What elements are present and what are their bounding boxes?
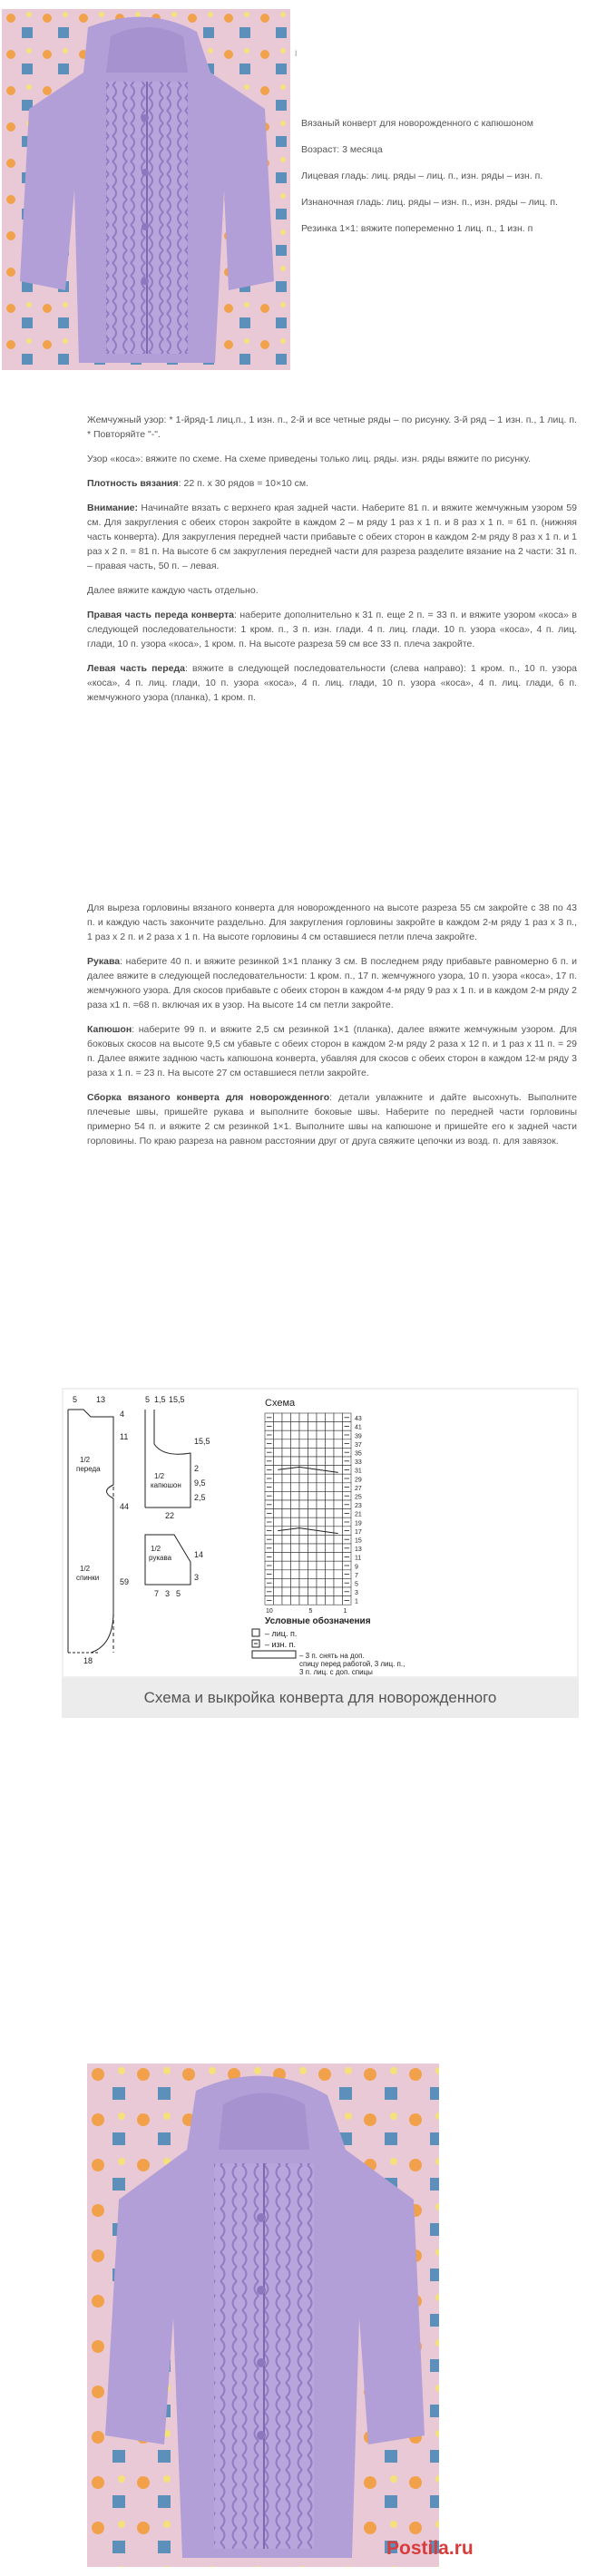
sleeves-label: Рукава <box>87 956 121 967</box>
chart-cell <box>308 1430 318 1439</box>
chart-cell <box>291 1587 300 1596</box>
chart-cell <box>282 1561 291 1570</box>
chart-cell <box>326 1439 335 1449</box>
chart-cell <box>274 1430 283 1439</box>
dim-59: 59 <box>120 1577 130 1586</box>
chart-cell <box>334 1413 343 1422</box>
chart-cell <box>317 1491 326 1500</box>
chart-cell <box>326 1474 335 1483</box>
chart-cell <box>291 1466 300 1475</box>
product-photo-bottom <box>87 2064 439 2567</box>
back-label-word: спинки <box>76 1574 100 1582</box>
chart-cell <box>334 1439 343 1449</box>
chart-cell <box>274 1483 283 1492</box>
chart-cell <box>334 1491 343 1500</box>
chart-cell <box>282 1474 291 1483</box>
chart-cell <box>274 1457 283 1466</box>
chart-cell <box>282 1422 291 1431</box>
chart-row-number: 27 <box>355 1485 362 1492</box>
chart-cell <box>299 1474 308 1483</box>
chart-cell <box>308 1448 318 1457</box>
chart-cell <box>299 1527 308 1536</box>
chart-cell <box>317 1570 326 1579</box>
chart-cell <box>282 1578 291 1587</box>
dim-44: 44 <box>120 1502 130 1511</box>
braid-pattern <box>87 452 577 466</box>
legend-knit-swatch <box>252 1629 259 1636</box>
chart-cell <box>274 1474 283 1483</box>
hood-dim-5: 5 <box>145 1395 151 1404</box>
chart-cell <box>299 1483 308 1492</box>
sleeves <box>87 954 577 1012</box>
chart-cell <box>317 1509 326 1518</box>
chart-cell <box>291 1544 300 1553</box>
chart-row-number: 1 <box>355 1598 358 1605</box>
schema-drawing <box>64 1390 577 1676</box>
chart-cell <box>291 1578 300 1587</box>
hood-dim-22: 22 <box>165 1511 175 1520</box>
chart-cell <box>282 1527 291 1536</box>
chart-cell <box>291 1500 300 1509</box>
neckline: Для выреза горловины вязаного конверта для новорожденного на высоте разреза 55 см закройте с 38 по 43 п. и каждую часть закончите раздельно. Для закругления горловины закройте в каждом 2-м ряду 1 раз х 3 п., 1 раз х 2 п. и 2 раза х 1 п. На высоте горловины 4 см оставшиеся петли плеча закройте. <box>87 903 577 942</box>
front-label-fraction: 1/2 <box>80 1456 91 1464</box>
hood-dim-2-5: 2,5 <box>194 1493 206 1502</box>
chart-cell <box>334 1483 343 1492</box>
chart-cell <box>317 1596 326 1605</box>
chart-cell <box>299 1561 308 1570</box>
image-corner-mark: ǀ <box>295 49 298 58</box>
legend-knit: – лиц. п. <box>265 1629 298 1638</box>
chart-cell <box>274 1413 283 1422</box>
chart-row-number: 15 <box>355 1537 362 1545</box>
chart-cell <box>274 1448 283 1457</box>
chart-cell <box>299 1587 308 1596</box>
chart-row-number: 31 <box>355 1468 362 1475</box>
chart-cell <box>299 1509 308 1518</box>
front-label-word: переда <box>76 1465 101 1473</box>
pearl-pattern: Жемчужный узор: * 1-йряд-1 лиц.п., 1 изн. п., 2-й и все четные ряды – по рисунку. 3-й ряд – 1 изн. п., 1 лиц. п. * Повторяйте "-". <box>87 415 577 440</box>
chart-cell <box>291 1457 300 1466</box>
back-label-fraction: 1/2 <box>80 1565 91 1573</box>
chart-cell <box>326 1561 335 1570</box>
chart-cell <box>326 1457 335 1466</box>
chart-cell <box>282 1509 291 1518</box>
chart-cell <box>326 1500 335 1509</box>
chart-cell <box>282 1466 291 1475</box>
instructions-part-1 <box>87 413 577 715</box>
chart-row-number: 35 <box>355 1450 362 1458</box>
chart-cell <box>299 1535 308 1544</box>
intro-facial-stitch: Лицевая гладь: лиц. ряды – лиц. п., изн. ряды – изн. п. <box>301 171 543 181</box>
chart-cell <box>299 1517 308 1527</box>
chart-row-number: 5 <box>355 1581 358 1588</box>
chart-cell <box>274 1553 283 1562</box>
braid-text: : вяжите по схеме. На схеме приведены только лиц. ряды. изн. ряды вяжите по рисунку. <box>140 454 531 464</box>
chart-row-number: 7 <box>355 1572 358 1579</box>
chart-cell <box>334 1587 343 1596</box>
hood-dim-15-5-vertical: 15,5 <box>194 1437 210 1446</box>
chart-cell <box>274 1570 283 1579</box>
intro-purl-stitch: Изнаночная гладь: лиц. ряды – изн. п., изн. ряды – лиц. п. <box>301 197 558 208</box>
legend-cable-swatch <box>252 1651 296 1658</box>
chart-row-number: 33 <box>355 1459 362 1467</box>
schema-title: Схема <box>265 1398 296 1409</box>
chart-cell <box>308 1457 318 1466</box>
chart-cell <box>274 1587 283 1596</box>
chart-cell <box>326 1570 335 1579</box>
chart-cell <box>308 1509 318 1518</box>
chart-cell <box>299 1466 308 1475</box>
legend-cable-line-2: спицу перед работой, 3 лиц. п., <box>299 1660 405 1668</box>
intro-title: Вязаный конверт для новорожденного с капюшоном <box>301 118 533 129</box>
hood-label-word: капюшон <box>151 1481 181 1489</box>
chart-cell <box>326 1587 335 1596</box>
chart-cell <box>308 1596 318 1605</box>
chart-cell <box>317 1500 326 1509</box>
dim-11: 11 <box>120 1432 129 1441</box>
chart-cell <box>308 1500 318 1509</box>
dim-18: 18 <box>83 1656 93 1665</box>
hood-dim-2: 2 <box>194 1464 200 1473</box>
chart-cell <box>326 1413 335 1422</box>
chart-cell <box>282 1500 291 1509</box>
chart-cell <box>326 1553 335 1562</box>
chart-cell <box>299 1544 308 1553</box>
separately: Далее вяжите каждую часть отдельно. <box>87 585 259 596</box>
chart-row-number: 17 <box>355 1528 362 1536</box>
chart-cell <box>308 1578 318 1587</box>
hood-dim-1-5: 1,5 <box>154 1395 166 1404</box>
chart-cell <box>308 1474 318 1483</box>
chart-cell <box>291 1596 300 1605</box>
chart-cell <box>299 1439 308 1449</box>
chart-cell <box>291 1570 300 1579</box>
instructions-part-2 <box>87 901 577 1158</box>
chart-cell <box>326 1466 335 1475</box>
chart-cell <box>299 1596 308 1605</box>
chart-cell <box>334 1500 343 1509</box>
hood-label-fraction: 1/2 <box>154 1472 165 1480</box>
chart-cell <box>299 1457 308 1466</box>
chart-cell <box>274 1544 283 1553</box>
chart-cell <box>334 1578 343 1587</box>
legend-title: Условные обозначения <box>265 1616 371 1626</box>
chart-cell <box>334 1544 343 1553</box>
chart-row-number: 9 <box>355 1564 358 1571</box>
chart-cell <box>299 1448 308 1457</box>
chart-cell <box>291 1483 300 1492</box>
chart-cell <box>299 1491 308 1500</box>
right-front-text: : наберите дополнительно к 31 п. еще 2 п. = 33 п. и вяжите узором «коса» в следующей последовательности: 1 кром. п., 3 п. изн. глади. 4 п. лиц. глади. 10 п. узора «коса», 4 п. лиц. глади, 10 п. узора «коса», 1 кром. п. На высоте разреза 59 см все 33 п. плеча закройте. <box>87 610 578 649</box>
assembly <box>87 1090 577 1148</box>
sleeve-dim-5: 5 <box>176 1589 181 1598</box>
hood <box>87 1022 577 1080</box>
chart-cell <box>334 1430 343 1439</box>
chart-row-number: 23 <box>355 1503 362 1510</box>
chart-cell <box>326 1422 335 1431</box>
intro-rib: Резинка 1×1: вяжите попеременно 1 лиц. п., 1 изн. п <box>301 223 533 234</box>
chart-cell <box>334 1422 343 1431</box>
pattern-schema-figure <box>62 1388 579 1718</box>
chart-cell <box>308 1570 318 1579</box>
chart-cell <box>308 1466 318 1475</box>
sleeves-text: : наберите 40 п. и вяжите резинкой 1×1 планку 3 см. В последнем ряду прибавьте равномерно 6 п. и далее вяжите в следующей последовательности: 1 кром. п., 17 п. жемчужного узора, 10 п. узора «коса», 17 п. жемчужного узора. Для скосов прибавьте с обеих сторон в каждом 4-м ряду 9 раз х 1 п. и в каждом 2-м ряду 2 раза х1 п. =68 п. включая их в узор. На высоте 14 см петли закройте. <box>87 956 577 1010</box>
chart-cell <box>282 1439 291 1449</box>
chart-cell <box>308 1527 318 1536</box>
chart-cell <box>317 1553 326 1562</box>
chart-cell <box>282 1570 291 1579</box>
chart-cell <box>326 1483 335 1492</box>
chart-cell <box>274 1491 283 1500</box>
chart-row-number: 3 <box>355 1590 358 1597</box>
chart-row-number: 21 <box>355 1511 362 1518</box>
assembly-label: Сборка вязаного конверта для новорожденного <box>87 1092 330 1103</box>
chart-cell <box>274 1578 283 1587</box>
schema-paper <box>64 1390 577 1676</box>
chart-cell <box>308 1422 318 1431</box>
chart-cell <box>291 1517 300 1527</box>
sleeve-dim-7: 7 <box>154 1589 160 1598</box>
hood-label: Капюшон <box>87 1024 132 1035</box>
chart-cell <box>317 1587 326 1596</box>
chart-cell <box>308 1491 318 1500</box>
chart-cell <box>334 1570 343 1579</box>
attention <box>87 501 577 573</box>
chart-cell <box>326 1596 335 1605</box>
chart-cell <box>308 1413 318 1422</box>
chart-cell <box>291 1509 300 1518</box>
chart-cell <box>274 1517 283 1527</box>
attention-text: Начинайте вязать с верхнего края задней части. Наберите 81 п. и вяжите жемчужным узором 59 см. Для закругления с обеих сторон закройте в каждом 2 – м ряду 1 раз х 1 п. и 8 раз х 1 п. = 61 п. (нижняя часть конверта). Для закругления передней части прибавьте с обеих сторон в каждом 2-м ряду 8 раз х 1 п. и 1 раз х 2 п. = 81 п. На высоте 6 см закругления передней части для разреза разделите вязание на 2 части: 31 п. – правая часть, 50 п. – левая. <box>87 503 577 571</box>
hood-text: : наберите 99 п. и вяжите 2,5 см резинкой 1×1 (планка), далее вяжите жемчужным узором. Для боковых скосов на высоте 9,5 см убавьте с обеих сторон в каждом 2-м ряду 2 раза х 12 п. и 1 раз х 11 п. = 29 п. Далее вяжите заднюю часть капюшона конверта, убавляя для скосов с обеих сторон в каждом 12-м ряду 3 раза х 1 п. = 23 п. На высоте 27 см оставшиеся петли закройте. <box>87 1024 577 1078</box>
chart-cell <box>282 1413 291 1422</box>
chart-cell <box>299 1570 308 1579</box>
chart-cell <box>291 1413 300 1422</box>
chart-cell <box>334 1553 343 1562</box>
chart-cell <box>299 1422 308 1431</box>
left-front <box>87 661 577 705</box>
chart-cell <box>282 1544 291 1553</box>
chart-cell <box>282 1553 291 1562</box>
chart-cell <box>334 1474 343 1483</box>
assembly-text: : детали увлажните и дайте высохнуть. Выполните плечевые швы, пришейте рукава и выполните боковые швы. Наберите по передней части горловины примерно 54 п. и вяжите 2 см резинкой 1×1. Выполните швы на капюшоне и пришейте его к задней части горловины. По краю разреза на равном расстоянии друг от друга свяжите цепочки из возд. п. для завязок. <box>87 1092 577 1147</box>
chart-column-number: 5 <box>308 1608 313 1615</box>
chart-cell <box>291 1491 300 1500</box>
sleeve-label-word: рукава <box>149 1554 172 1562</box>
chart-cell <box>308 1517 318 1527</box>
chart-cell <box>291 1448 300 1457</box>
chart-cell <box>282 1457 291 1466</box>
chart-cell <box>299 1578 308 1587</box>
chart-cell <box>317 1578 326 1587</box>
dim-top-13: 13 <box>96 1395 106 1404</box>
chart-cell <box>326 1544 335 1553</box>
chart-cell <box>291 1439 300 1449</box>
chart-cell <box>274 1439 283 1449</box>
legend-cable-line-1: – 3 п. снять на доп. <box>299 1652 365 1660</box>
chart-cell <box>326 1535 335 1544</box>
chart-row-number: 19 <box>355 1520 362 1527</box>
chart-row-number: 11 <box>355 1555 362 1562</box>
chart-cell <box>274 1422 283 1431</box>
chart-cell <box>299 1413 308 1422</box>
chart-cell <box>317 1535 326 1544</box>
dim-4: 4 <box>120 1410 125 1419</box>
chart-cell <box>334 1466 343 1475</box>
site-watermark: Postila.ru <box>386 2538 474 2559</box>
dim-top-5: 5 <box>73 1395 78 1404</box>
chart-cell <box>291 1430 300 1439</box>
chart-cell <box>282 1448 291 1457</box>
chart-cell <box>291 1474 300 1483</box>
chart-cell <box>334 1457 343 1466</box>
legend-cable-line-3: 3 п. лиц. с доп. спицы <box>299 1668 373 1676</box>
chart-cell <box>274 1561 283 1570</box>
chart-cell <box>326 1491 335 1500</box>
chart-cell <box>334 1448 343 1457</box>
chart-row-number: 39 <box>355 1433 362 1440</box>
chart-cell <box>317 1483 326 1492</box>
chart-row-number: 43 <box>355 1416 362 1423</box>
chart-cell <box>326 1448 335 1457</box>
intro-age: Возраст: 3 месяца <box>301 144 383 155</box>
chart-cell <box>334 1561 343 1570</box>
chart-cell <box>299 1430 308 1439</box>
chart-cell <box>317 1439 326 1449</box>
chart-cell <box>334 1517 343 1527</box>
chart-row-number: 13 <box>355 1547 362 1554</box>
chart-cell <box>308 1544 318 1553</box>
chart-cell <box>282 1483 291 1492</box>
chart-column-number: 1 <box>343 1608 347 1615</box>
chart-cell <box>317 1544 326 1553</box>
chart-cell <box>317 1430 326 1439</box>
chart-cell <box>334 1535 343 1544</box>
hood-dim-9-5: 9,5 <box>194 1478 206 1488</box>
chart-cell <box>326 1509 335 1518</box>
chart-cell <box>299 1500 308 1509</box>
chart-cell <box>291 1422 300 1431</box>
chart-cell <box>282 1587 291 1596</box>
product-photo-top <box>2 9 290 370</box>
chart-cell <box>334 1596 343 1605</box>
density-label: Плотность вязания <box>87 478 179 489</box>
chart-cell <box>317 1457 326 1466</box>
chart-cell <box>308 1483 318 1492</box>
chart-cell <box>282 1535 291 1544</box>
chart-cell <box>282 1430 291 1439</box>
chart-cell <box>308 1439 318 1449</box>
chart-cell <box>291 1553 300 1562</box>
chart-row-number: 25 <box>355 1494 362 1501</box>
chart-cell <box>282 1491 291 1500</box>
sleeve-dim-3b: 3 <box>165 1589 171 1598</box>
chart-cell <box>326 1430 335 1439</box>
chart-cell <box>291 1535 300 1544</box>
braid-label: Узор «коса» <box>87 454 141 464</box>
chart-cell <box>317 1448 326 1457</box>
chart-cell <box>274 1535 283 1544</box>
chart-cell <box>282 1517 291 1527</box>
chart-cell <box>291 1561 300 1570</box>
chart-cell <box>317 1561 326 1570</box>
sleeve-label-fraction: 1/2 <box>151 1545 161 1553</box>
chart-cell <box>282 1596 291 1605</box>
chart-column-number: 10 <box>266 1608 273 1615</box>
right-front <box>87 608 577 651</box>
intro-description <box>301 116 564 248</box>
chart-cell <box>274 1596 283 1605</box>
chart-cell <box>326 1517 335 1527</box>
schema-caption: Схема и выкройка конверта для новорожденного <box>62 1678 579 1718</box>
chart-row-number: 41 <box>355 1424 362 1431</box>
left-front-text: : вяжите в следующей последовательности (слева направо): 1 кром. п., 10 п. узора «коса», 4 п. лиц. глади, 10 п. узора «коса», 4 п. лиц. глади, 10 п. узора «коса», 4 п. лиц. глади, 6 п. жемчужного узора (планка), 1 кром. п. <box>87 663 577 703</box>
chart-cell <box>334 1509 343 1518</box>
chart-cell <box>308 1587 318 1596</box>
density-text: : 22 п. х 30 рядов = 10×10 см. <box>178 478 309 489</box>
chart-row-number: 37 <box>355 1441 362 1449</box>
chart-cell <box>317 1517 326 1527</box>
chart-cell <box>334 1527 343 1536</box>
sleeve-dim-3: 3 <box>194 1573 200 1582</box>
chart-cell <box>274 1509 283 1518</box>
chart-cell <box>326 1527 335 1536</box>
density <box>87 476 577 491</box>
chart-cell <box>308 1535 318 1544</box>
chart-cell <box>326 1578 335 1587</box>
chart-row-number: 29 <box>355 1477 362 1484</box>
chart-cell <box>308 1561 318 1570</box>
stitch-chart-grid <box>265 1413 362 1615</box>
chart-cell <box>317 1474 326 1483</box>
left-front-label: Левая часть переда <box>87 663 186 674</box>
sleeve-dim-14: 14 <box>194 1550 204 1559</box>
chart-cell <box>274 1500 283 1509</box>
right-front-label: Правая часть переда конверта <box>87 610 235 620</box>
chart-cell <box>291 1527 300 1536</box>
attention-label: Внимание: <box>87 503 138 513</box>
chart-cell <box>317 1422 326 1431</box>
chart-cell <box>317 1413 326 1422</box>
legend-purl: – изн. п. <box>265 1640 297 1649</box>
hood-dim-15-5: 15,5 <box>169 1395 185 1404</box>
chart-cell <box>308 1553 318 1562</box>
chart-cell <box>299 1553 308 1562</box>
